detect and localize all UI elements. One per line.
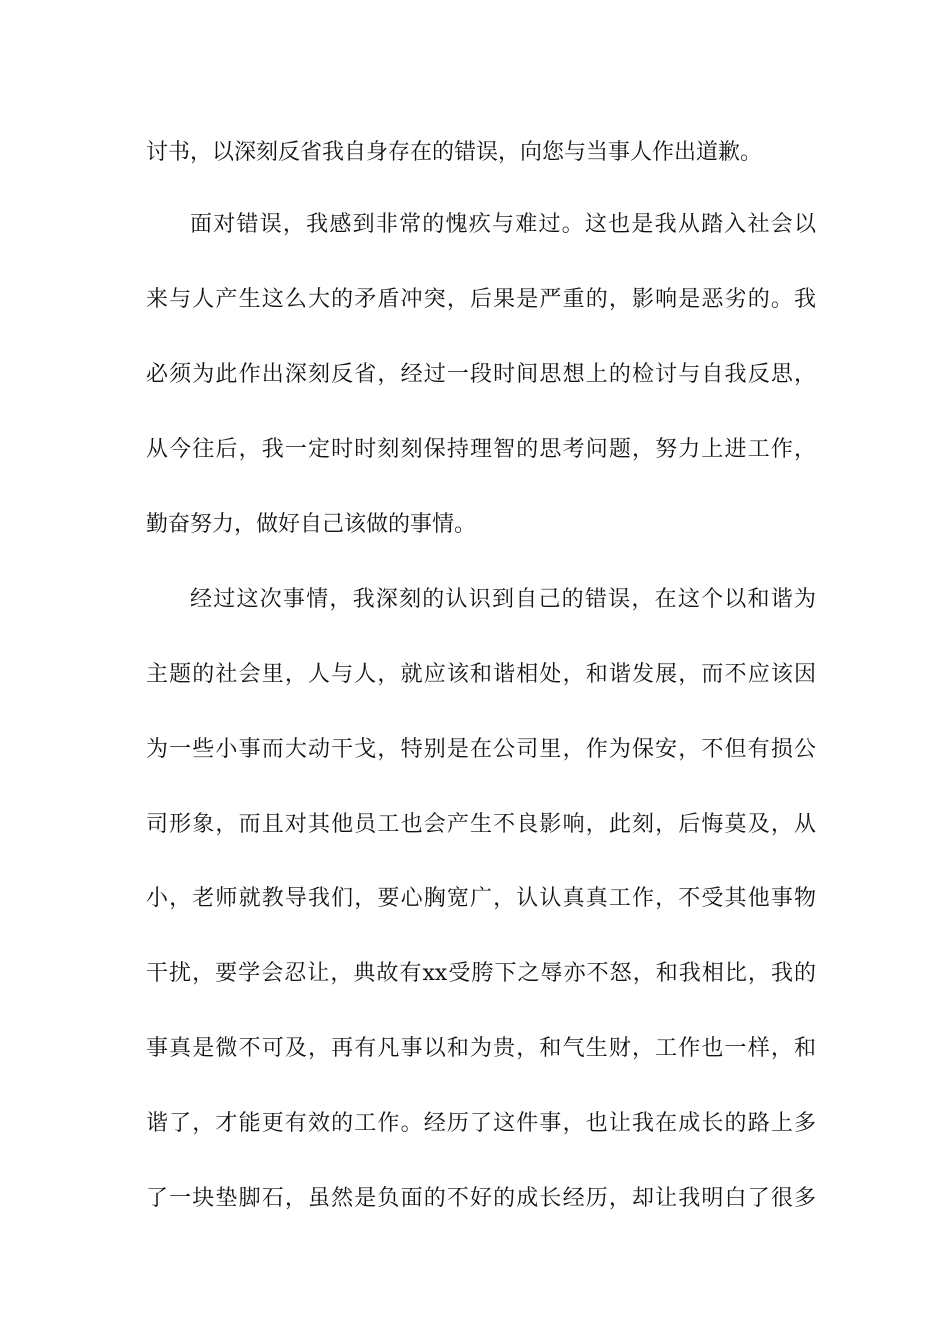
paragraph-3-line-9: 了一块垫脚石，虽然是负面的不好的成长经历，却让我明白了很多 — [146, 1186, 816, 1211]
paragraph-2-line-5: 勤奋努力，做好自己该做的事情。 — [146, 512, 477, 537]
text-line-1: 讨书，以深刻反省我自身存在的错误，向您与当事人作出道歉。 — [146, 140, 763, 165]
paragraph-3-line-4: 司形象，而且对其他员工也会产生不良影响，此刻，后悔莫及，从 — [146, 812, 816, 837]
paragraph-3-line-8: 谐了，才能更有效的工作。经历了这件事，也让我在成长的路上多 — [146, 1111, 816, 1136]
paragraph-2-line-3: 必须为此作出深刻反省，经过一段时间思想上的检讨与自我反思， — [146, 362, 816, 387]
paragraph-2-line-4: 从今往后，我一定时时刻刻保持理智的思考问题，努力上进工作， — [146, 437, 816, 462]
paragraph-3-line-3: 为一些小事而大动干戈，特别是在公司里，作为保安，不但有损公 — [146, 737, 816, 762]
paragraph-3-line-7: 事真是微不可及，再有凡事以和为贵，和气生财，工作也一样，和 — [146, 1036, 816, 1061]
paragraph-3-line-2: 主题的社会里，人与人，就应该和谐相处，和谐发展，而不应该因 — [146, 662, 816, 687]
paragraph-2-line-2: 来与人产生这么大的矛盾冲突，后果是严重的，影响是恶劣的。我 — [146, 287, 816, 312]
paragraph-3-line-5: 小，老师就教导我们，要心胸宽广，认认真真工作，不受其他事物 — [146, 886, 816, 911]
paragraph-3-line-1: 经过这次事情，我深刻的认识到自己的错误，在这个以和谐为 — [190, 587, 816, 612]
paragraph-3-line-6: 干扰，要学会忍让，典故有xx受胯下之辱亦不怒，和我相比，我的 — [146, 961, 816, 986]
paragraph-2-line-1: 面对错误，我感到非常的愧疚与难过。这也是我从踏入社会以 — [190, 212, 816, 237]
